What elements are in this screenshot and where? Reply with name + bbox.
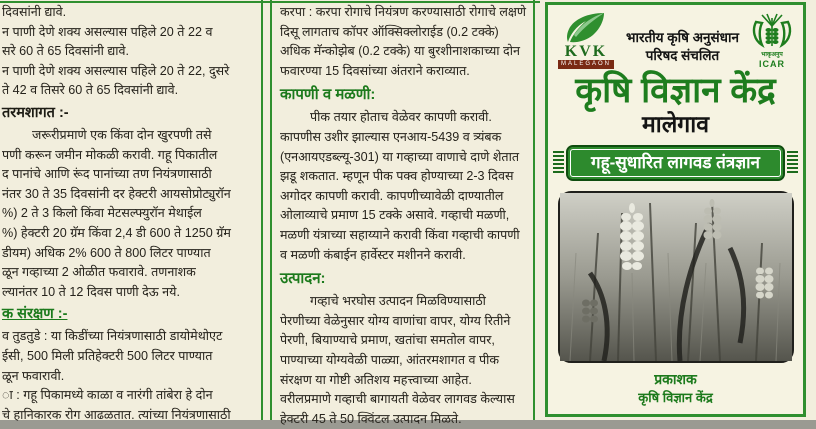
text-line: ल्यानंतर 10 ते 12 दिवस पाणी देऊ नये. — [2, 284, 180, 299]
text-line: ा : गहू पिकामध्ये काळा व नारंगी तांबेरा हे दोन — [2, 388, 213, 403]
kvk-logo-label: KVK — [564, 42, 608, 60]
text-line: संरक्षण या गोष्टी अतिशय महत्त्वाच्या आहेत. — [280, 372, 472, 387]
text-line: अधिक मॅन्कोझेब (0.2 टक्के) या बुरशीनाशकाच्या दोन — [280, 44, 520, 59]
text-line: पेरणीच्या वेळेनुसार योग्य वाणांचा वापर, योग्य रितीने — [280, 313, 511, 328]
council-line-2: परिषद संचलित — [645, 47, 720, 63]
text-line: दिवसांनी द्यावे. — [2, 5, 67, 19]
text-line: पणी करून जमीन मोकळी करावी. गहू पिकातील — [2, 147, 218, 162]
left-column — [2, 3, 258, 420]
banner-left-cap — [553, 151, 564, 175]
publisher-name-clipped: कृषि विज्ञान केंद्र — [638, 390, 713, 405]
cover-main-title: कृषि विज्ञान केंद्र — [575, 71, 776, 110]
kvk-malegaon-logo — [551, 11, 621, 69]
text-line: जरूरीप्रमाणे एक किंवा दोन खुरपणी तसे — [32, 127, 212, 142]
middle-column — [280, 3, 530, 426]
text-line: द पानांचे आणि रूंद पानांच्या तण नियंत्रणासाठी — [2, 167, 212, 182]
text-line: गव्हाचे भरघोस उत्पादन मिळविण्यासाठी — [310, 294, 486, 309]
wheat-photo — [558, 191, 794, 363]
text-line: %) हेक्टरी 20 ग्रॅम किंवा 2,4 डी 600 ते 1250 ग्रॅम — [2, 225, 231, 240]
text-line: डीयम) अधिक 2% 600 ते 800 लिटर पाण्यात — [2, 245, 211, 260]
text-line: ते 42 व तिसरे 60 ते 65 दिवसांनी द्यावे. — [2, 83, 179, 98]
text-line: न पाणी देणे शक्य असल्यास पहिले 20 ते 22 व — [2, 24, 213, 39]
text-line: पेरणी, बियाण्याचे प्रमाण, खतांचा समतोल वापर, — [280, 333, 495, 348]
icar-label: ICAR — [759, 59, 785, 69]
text-line: झडू शकतात. म्हणून पीक पक्व होण्याच्या 2-3 दिवस — [280, 169, 514, 184]
title-banner — [566, 145, 785, 181]
text-line: व मळणी कंबाईन हार्वेस्टर मशीनने करावी. — [280, 247, 466, 262]
text-line: पाण्याच्या योग्यवेळी पाळ्या, आंतरमशागत व पीक — [280, 352, 500, 367]
fold-divider-rule — [533, 0, 535, 420]
text-line: ओलाव्याचे प्रमाण 15 टक्के असावे. गव्हाची मळणी, — [280, 208, 510, 223]
text-line: (एनआयएडब्ल्यू-301) या गव्हाच्या वाणाचे दाणे शेतात — [280, 149, 520, 164]
text-line: कापणीस उशीर झाल्यास एनआय-5439 व त्र्यंबक — [280, 129, 502, 144]
banner-text: गहू-सुधारित लागवड तंत्रज्ञान — [566, 145, 785, 181]
council-line-1: भारतीय कृषि अनुसंधान — [626, 29, 739, 45]
text-line: मळणी यंत्राच्या सहाय्याने करावी किंवा गव्हाची कापणी — [280, 227, 520, 242]
icar-logo — [744, 10, 800, 69]
text-line: व तुडतुडे : या किडींच्या नियंत्रणासाठी डायोमेथोएट — [2, 329, 223, 344]
text-line: तरमशागत :- — [2, 104, 69, 121]
text-line: पीक तयार होताच वेळेवर कापणी करावी. — [310, 110, 492, 125]
text-line: उत्पादन: — [280, 270, 326, 288]
fold-divider-double-rule — [261, 0, 272, 420]
kvk-logo-sublabel: MALEGAON — [558, 60, 614, 69]
council-text — [621, 15, 744, 65]
banner-right-cap — [787, 151, 798, 175]
text-line: करपा : करपा रोगाचे नियंत्रण करण्यासाठी रोगाचे लक्षणे — [280, 5, 527, 19]
text-line: अगोदर कापणी करावी. कापणीच्यावेळी दाण्यातील — [280, 188, 504, 203]
text-line: ईसी, 500 मिली प्रतिहेक्टरी 500 लिटर पाण्यात — [2, 348, 213, 363]
text-line: कापणी व मळणी: — [280, 86, 376, 104]
cover-header — [548, 5, 803, 69]
text-line: सरे 60 ते 65 दिवसांनी द्यावे. — [2, 44, 130, 59]
text-line: न पाणी देणे शक्य असल्यास पहिले 20 ते 22, दुसरे — [2, 63, 230, 78]
text-line: %) 2 ते 3 किलो किंवा मेटसल्फ्युरॉन मेथाईल — [2, 206, 202, 221]
text-line: क संरक्षण :- — [2, 306, 68, 323]
text-line: चे हानिकारक रोग आढळतात. त्यांच्या नियंत्रणासाठी — [2, 407, 231, 422]
text-line: नंतर 30 ते 35 दिवसांनी दर हेक्टरी आयसोप्रोट्युरॉन — [2, 186, 231, 201]
text-line: ळून फवारावी. — [2, 368, 65, 383]
text-line: हेक्टरी 45 ते 50 क्विंटल उत्पादन मिळते. — [280, 411, 462, 426]
text-line: वरीलप्रमाणे गव्हाची बागायती वेळेवर लागवड केल्यास — [280, 392, 515, 407]
cover-subtitle: मालेगाव — [642, 111, 709, 137]
text-line: फवारण्या 15 दिवसांच्या अंतराने कराव्यात. — [280, 63, 470, 78]
text-line: दिसू लागताच कॉपर ऑक्सिक्लोराईड (0.2 टक्के) — [280, 24, 499, 39]
text-line: ळून गव्हाच्या 2 ओळीत फवारावे. तणनाशक — [2, 265, 196, 280]
cover-panel — [545, 2, 806, 417]
icar-devanagari-label: भाकृअनुप — [761, 52, 783, 58]
publisher-label: प्रकाशक — [654, 371, 697, 387]
